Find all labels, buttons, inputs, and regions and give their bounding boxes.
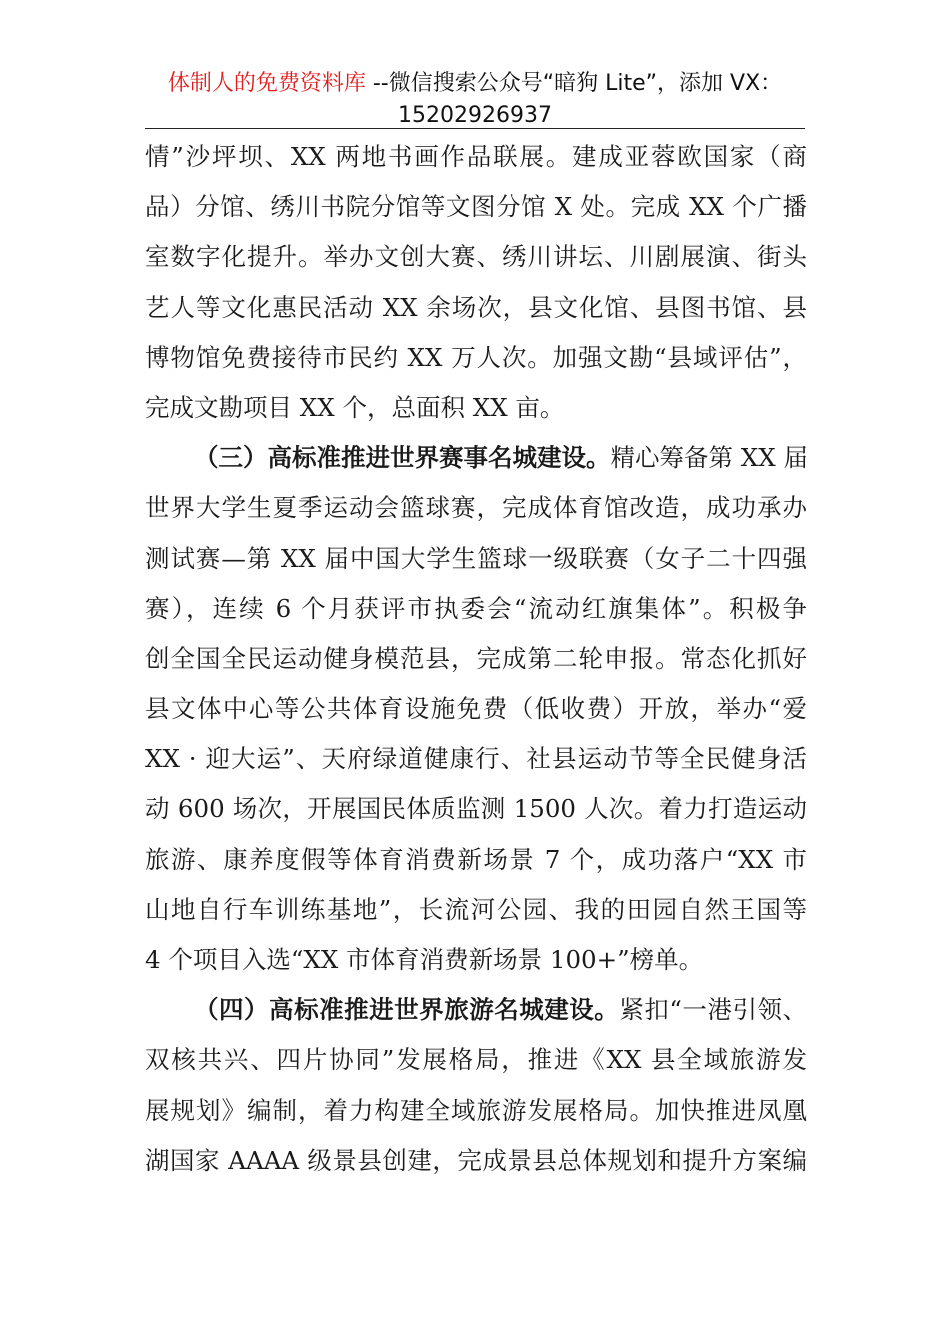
body-line: 4 个项目入选“XX 市体育消费新场景 100+”榜单。 xyxy=(145,945,704,974)
paragraph-first-line xyxy=(145,985,807,1035)
body-text: 精心筹备第 XX 届 xyxy=(610,443,808,473)
body-line: 室数字化提升。举办文创大赛、绣川讲坛、川剧展演、街头 xyxy=(145,242,807,272)
body-line: 动 600 场次，开展国民体质监测 1500 人次。着力打造运动 xyxy=(145,794,807,824)
section-heading: （三）高标准推进世界赛事名城建设。 xyxy=(194,443,611,473)
body-line: 展规划》编制，着力构建全域旅游发展格局。加快推进凤凰 xyxy=(145,1095,807,1125)
body-line: 旅游、康养度假等体育消费新场景 7 个，成功落户“XX 市 xyxy=(145,844,807,874)
body-line: 湖国家 AAAA 级景县创建，完成景县总体规划和提升方案编 xyxy=(145,1145,807,1175)
body-text: 紧扣“一港引领、 xyxy=(619,995,808,1025)
header-title: 体制人的免费资料库 xyxy=(167,71,366,96)
header-phone: 15202926937 xyxy=(398,103,552,128)
body-line: 测试赛—第 XX 届中国大学生篮球一级联赛（女子二十四强 xyxy=(145,543,807,573)
body-line: 双核共兴、四片协同”发展格局，推进《XX 县全域旅游发 xyxy=(145,1045,807,1075)
body-line: 创全国全民运动健身模范县，完成第二轮申报。常态化抓好 xyxy=(145,643,807,673)
body-line: 艺人等文化惠民活动 XX 余场次，县文化馆、县图书馆、县 xyxy=(145,292,807,322)
body-line: 情”沙坪坝、XX 两地书画作品联展。建成亚蓉欧国家（商 xyxy=(145,142,807,171)
body-line: 博物馆免费接待市民约 XX 万人次。加强文勘“县域评估”， xyxy=(145,342,807,372)
body-line: 山地自行车训练基地”，长流河公园、我的田园自然王国等 xyxy=(145,894,807,924)
body-line: 县文体中心等公共体育设施免费（低收费）开放，举办“爱 xyxy=(145,694,807,724)
body-line: 世界大学生夏季运动会篮球赛，完成体育馆改造，成功承办 xyxy=(145,493,807,523)
page-header xyxy=(145,68,805,132)
body-line: 完成文勘项目 XX 个，总面积 XX 亩。 xyxy=(145,392,565,422)
header-divider xyxy=(145,128,805,129)
body-line: 赛），连续 6 个月获评市执委会“流动红旗集体”。积极争 xyxy=(145,593,807,623)
header-wechat-note: --微信搜索公众号“暗狗 Lite”，添加 VX： xyxy=(365,71,783,96)
document-body xyxy=(145,132,807,1186)
section-heading: （四）高标准推进世界旅游名城建设。 xyxy=(194,995,620,1025)
body-line: 品）分馆、绣川书院分馆等文图分馆 X 处。完成 XX 个广播 xyxy=(145,192,807,222)
body-line: XX · 迎大运”、天府绿道健康行、社县运动节等全民健身活 xyxy=(145,744,807,774)
paragraph-first-line xyxy=(145,433,807,483)
